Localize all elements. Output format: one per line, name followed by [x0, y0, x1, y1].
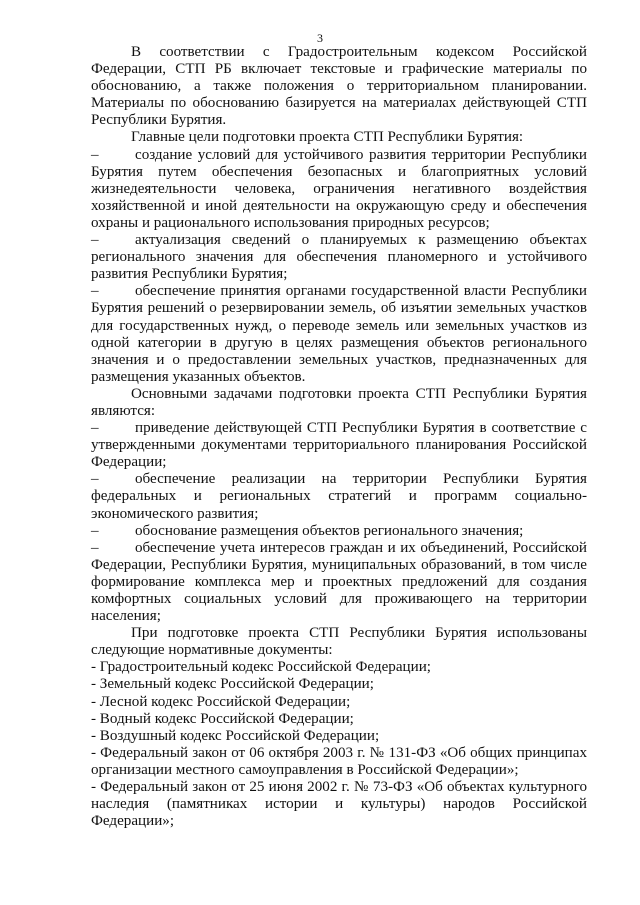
list-item-text: актуализация сведений о планируемых к размещению объектах регионального значения для обеспечения планомерного и устойчивого развития Республики Бурятия;: [91, 232, 587, 283]
list-item: [91, 523, 587, 540]
list-item: [91, 540, 587, 625]
list-item-text: обоснование размещения объектов регионального значения;: [135, 522, 524, 539]
document-reference-item: - Водный кодекс Российской Федерации;: [91, 710, 354, 727]
list-item: [91, 147, 587, 232]
list-item-text: обеспечение реализации на территории Республики Бурятия федеральных и региональных стратегий и программ социально-экономического развития;: [91, 471, 587, 522]
document-reference-item: - Земельный кодекс Российской Федерации;: [91, 676, 374, 693]
document-reference-item: - Воздушный кодекс Российской Федерации;: [91, 727, 380, 744]
list-dash: –: [91, 522, 99, 539]
list-item: [91, 232, 587, 283]
list-item-text: приведение действующей СТП Республики Бурятия в соответствие с утвержденными документами территориального планирования Российской Федерации;: [91, 420, 587, 471]
list-dash: –: [91, 420, 99, 437]
document-reference-item: - Федеральный закон от 25 июня 2002 г. № 73-ФЗ «Об объектах культурного наследия (памятниках истории и культуры) народов Российской Федерации»;: [91, 779, 587, 830]
list-dash: –: [91, 539, 99, 556]
document-reference-item: - Лесной кодекс Российской Федерации;: [91, 693, 351, 710]
paragraph: Главные цели подготовки проекта СТП Республики Бурятия:: [131, 129, 524, 146]
list-item-text: создание условий для устойчивого развития территории Республики Бурятия путем обеспечения безопасных и благоприятных условий жизнедеятельности человека, ограничения негативного воздействия хозяйственной и иной деятельности на окружающую среду и обеспечения охраны и рационального использования природных ресурсов;: [91, 146, 587, 231]
document-reference-item: - Градостроительный кодекс Российской Федерации;: [91, 659, 431, 676]
list-item: [91, 471, 587, 522]
page-number: 3: [317, 31, 323, 45]
list-dash: –: [91, 471, 99, 488]
list-item-text: обеспечение принятия органами государственной власти Республики Бурятия решений о резервировании земель, об изъятии земельных участков для государственных нужд, о переводе земель или земельных участков из одной категории в другую в целях размещения объектов регионального значения и о предоставлении земельных участков, предназначенных для размещения указанных объектов.: [91, 283, 587, 385]
list-item: [91, 420, 587, 471]
list-item: [91, 283, 587, 386]
list-item-text: обеспечение учета интересов граждан и их объединений, Российской Федерации, Республики Бурятия, муниципальных образований, в том числе формирование комплекса мер и проектных предложений для создания комфортных социальных условий для проживающего на территории населения;: [91, 539, 587, 625]
list-dash: –: [91, 146, 99, 163]
paragraph: При подготовке проекта СТП Республики Бурятия использованы следующие нормативные документы:: [91, 625, 587, 659]
document-body: [91, 44, 587, 830]
paragraph: В соответствии с Градостроительным кодексом Российской Федерации, СТП РБ включает текстовые и графические материалы по обоснованию, а также положения о территориальном планировании. Материалы по обоснованию базируется на материалах действующей СТП Республики Бурятия.: [91, 44, 587, 129]
list-dash: –: [91, 232, 99, 249]
paragraph: Основными задачами подготовки проекта СТП Республики Бурятия являются:: [91, 385, 587, 419]
document-reference-item: - Федеральный закон от 06 октября 2003 г. № 131-ФЗ «Об общих принципах организации местного самоуправления в Российской Федерации»;: [91, 744, 587, 778]
list-dash: –: [91, 283, 99, 300]
